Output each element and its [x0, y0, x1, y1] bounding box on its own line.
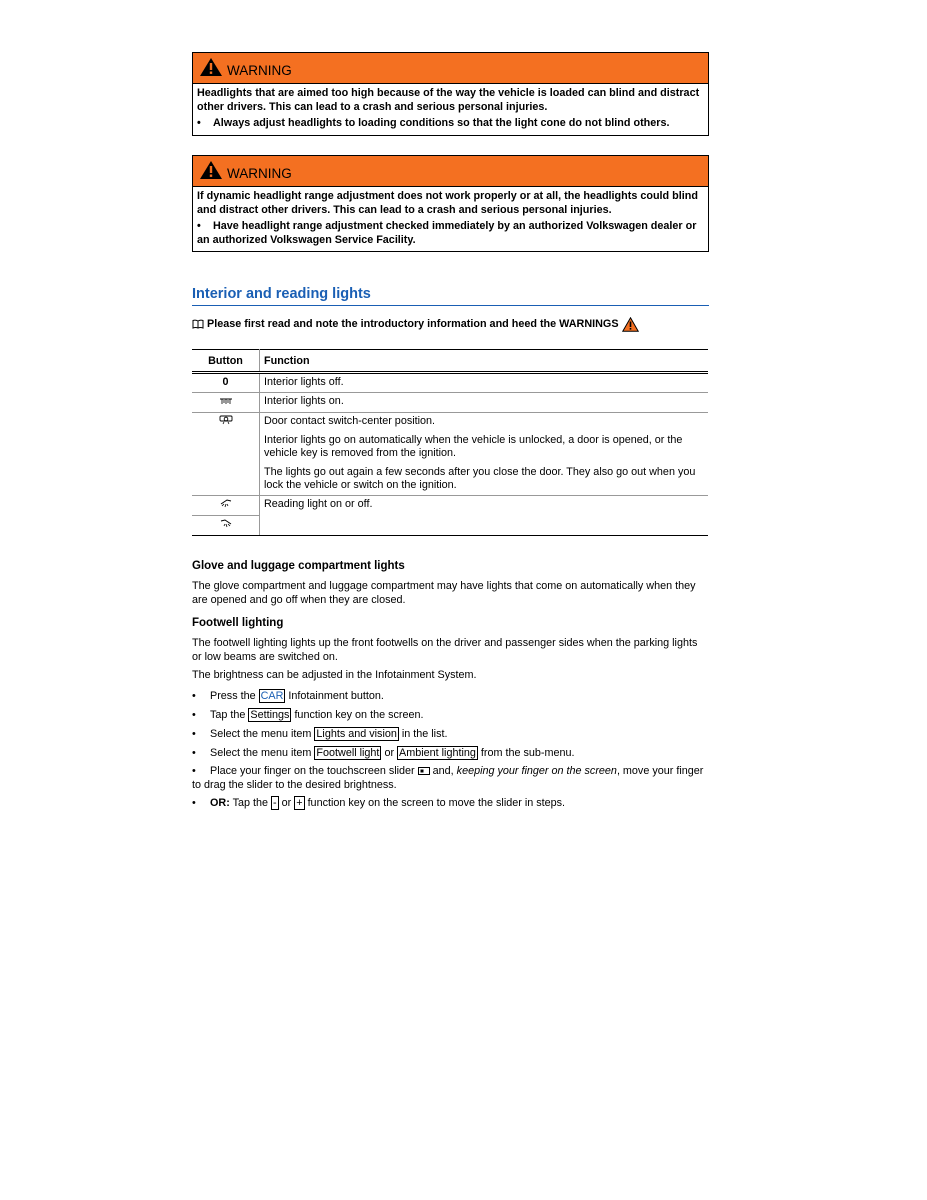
function-text: Door contact switch-center position.: [264, 415, 436, 427]
warning-triangle-icon: [622, 317, 639, 332]
footwell-text-2: The brightness can be adjusted in the Infotainment System.: [192, 669, 477, 681]
interior-light-on-icon: [219, 395, 233, 405]
list-item: • Select the menu item Lights and vision in the list.: [192, 728, 448, 740]
warning-bullet: • Always adjust headlights to loading conditions so that the light cone do not blind others.: [197, 117, 670, 129]
function-cell: [260, 413, 709, 496]
button-cell: [192, 413, 260, 496]
warning-triangle-icon: [199, 57, 223, 77]
warning-title: WARNING: [227, 166, 292, 181]
lights-and-vision-key[interactable]: Lights and vision: [316, 728, 397, 740]
function-table: [192, 349, 708, 536]
button-cell: [192, 393, 260, 413]
header-button: Button: [192, 350, 260, 373]
warning-bullet: • Have headlight range adjustment checked immediately by an authorized Volkswagen dealer or an authorized Volkswagen Service Facility.: [197, 220, 697, 246]
header-function: Function: [260, 350, 709, 373]
function-text: Interior lights go on automatically when the vehicle is unlocked, a door is opened, or the vehicle key is removed from the ignition.: [264, 434, 683, 459]
warning-title: WARNING: [227, 63, 292, 78]
table-row: [192, 496, 708, 516]
car-button[interactable]: CAR: [260, 690, 284, 702]
function-cell: Interior lights off.: [260, 373, 709, 393]
table-row: [192, 413, 708, 496]
minus-key[interactable]: -: [273, 797, 277, 809]
warning-box-2: [192, 155, 709, 252]
list-item: • Press the CAR Infotainment button.: [192, 690, 384, 702]
book-icon: [192, 319, 204, 329]
table-header-row: [192, 350, 708, 373]
button-cell: [192, 373, 260, 393]
warning-text: Headlights that are aimed too high because of the way the vehicle is loaded can blind and distract other drivers. This can lead to a crash and serious personal injuries.: [197, 87, 700, 113]
warning-triangle-icon: [199, 160, 223, 180]
glove-text: The glove compartment and luggage compartment may have lights that come on automatically when they are opened and go off when they are closed.: [192, 580, 696, 606]
glove-heading: Glove and luggage compartment lights: [192, 560, 405, 572]
warning-header: [193, 53, 708, 84]
function-cell: Interior lights on.: [260, 393, 709, 413]
list-item: • OR: Tap the - or + function key on the screen to move the slider in steps.: [192, 797, 566, 809]
footwell-heading: Footwell lighting: [192, 617, 284, 629]
warning-box-1: [192, 52, 709, 136]
warning-header: [193, 156, 708, 187]
intro-note: [192, 316, 639, 332]
table-row: [192, 373, 708, 393]
ambient-lighting-key[interactable]: Ambient lighting: [399, 747, 476, 759]
button-cell: [192, 496, 260, 516]
warning-text: If dynamic headlight range adjustment does not work properly or at all, the headlights could blind and distract other drivers. This can lead to a crash and serious personal injuries.: [197, 190, 698, 216]
list-item: • Tap the Settings function key on the screen.: [192, 709, 424, 721]
section-title: Interior and reading lights: [192, 286, 709, 306]
list-item: • Place your finger on the touchscreen slider and, keeping your finger on the screen, move your finger to drag the slider to the desired brightness.: [192, 765, 704, 791]
door-contact-icon: [219, 415, 233, 425]
reading-light-left-icon: [219, 498, 233, 508]
off-symbol: 0: [222, 376, 229, 388]
settings-key[interactable]: Settings: [250, 709, 290, 721]
footwell-text-1: The footwell lighting lights up the front footwells on the driver and passenger sides when the parking lights or low beams are switched on.: [192, 637, 698, 663]
button-cell: [192, 516, 260, 536]
footwell-light-key[interactable]: Footwell light: [316, 747, 380, 759]
function-cell: Reading light on or off.: [260, 496, 709, 536]
slider-icon: [418, 767, 430, 775]
reading-light-right-icon: [219, 518, 233, 528]
list-item: • Select the menu item Footwell light or Ambient lighting from the sub-menu.: [192, 747, 575, 759]
table-row: [192, 393, 708, 413]
function-text: The lights go out again a few seconds after you close the door. They also go out when you lock the vehicle or switch on the ignition.: [264, 466, 696, 491]
plus-key[interactable]: +: [296, 797, 303, 809]
intro-text: Please first read and note the introductory information and heed the WARNINGS: [207, 318, 619, 330]
